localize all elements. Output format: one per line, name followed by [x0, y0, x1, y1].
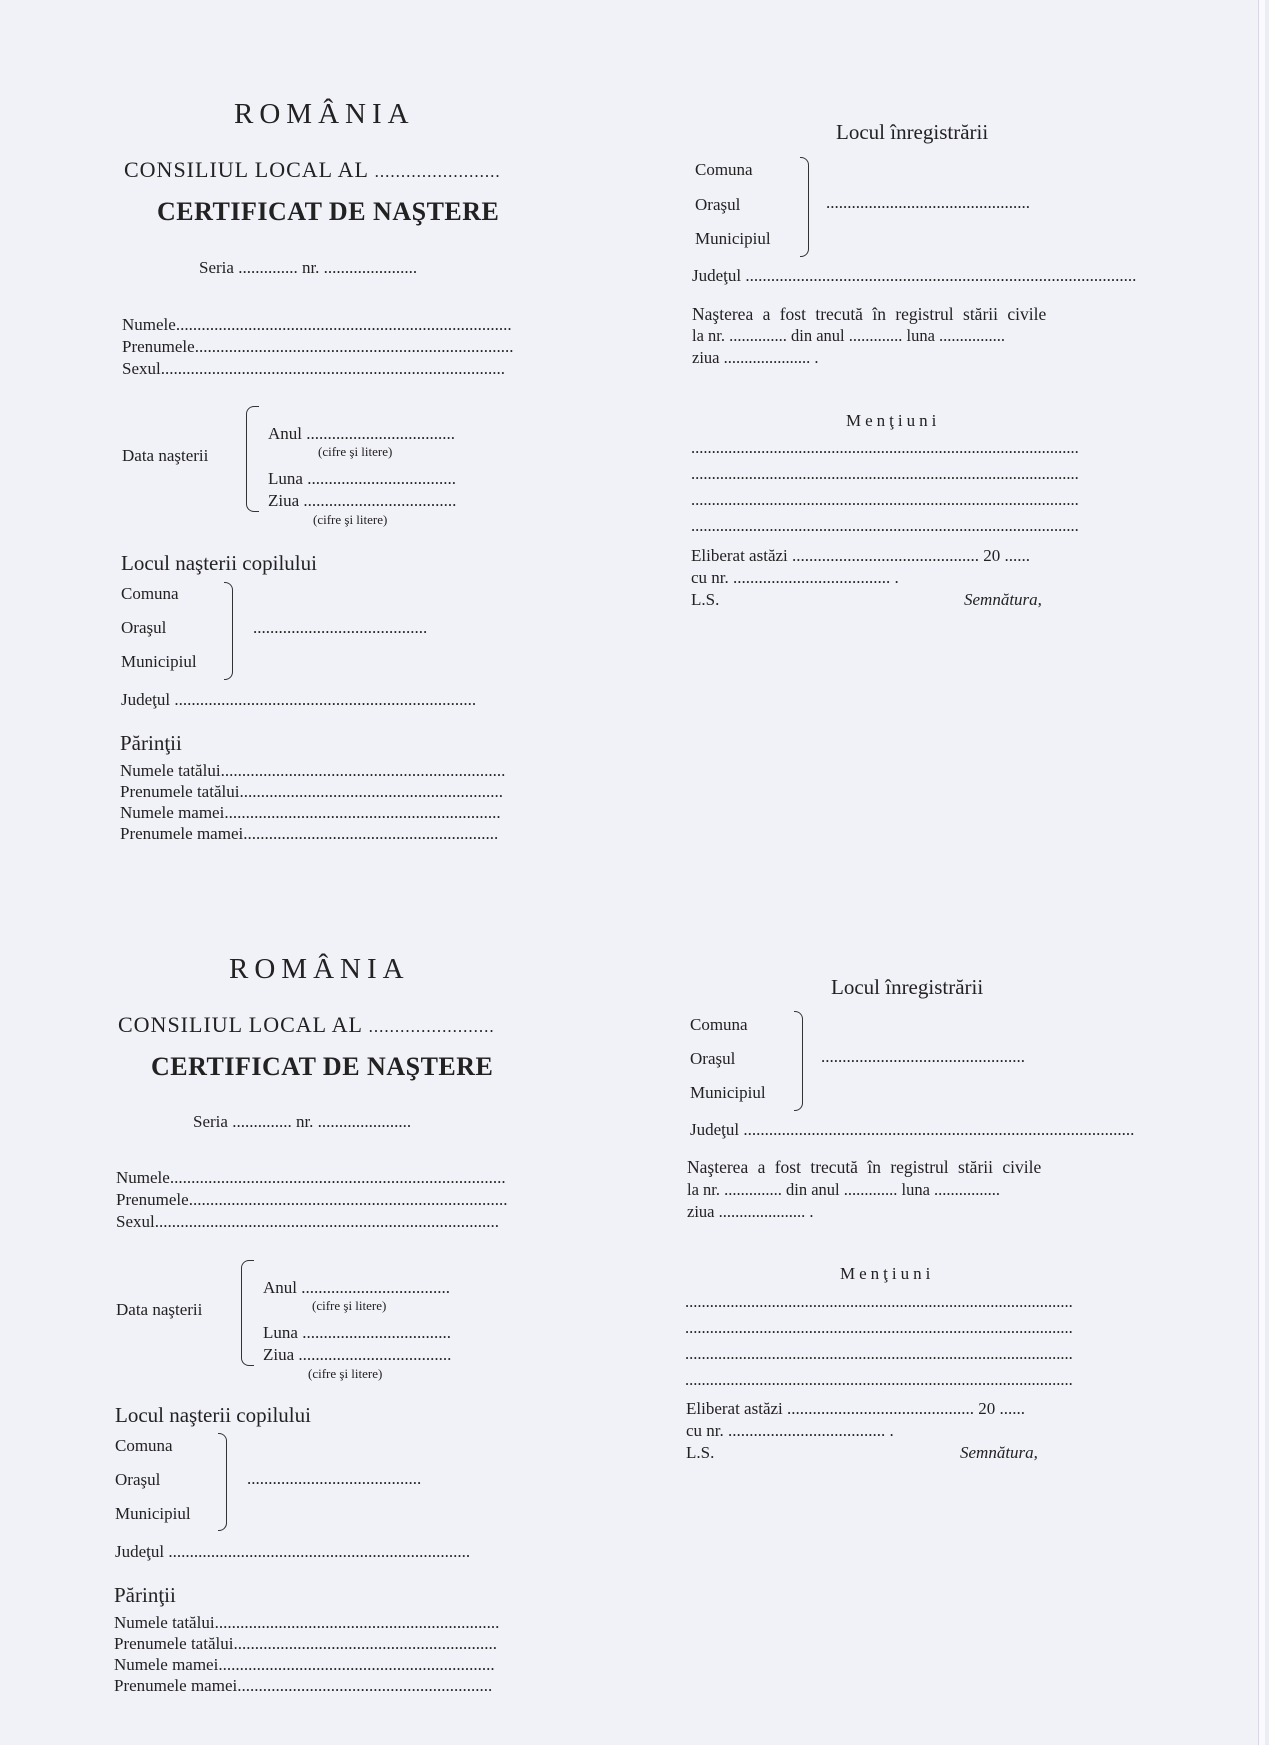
mother-firstname-field[interactable]: ............................................................ [243, 824, 499, 843]
birth-date-label: Data naşterii [122, 446, 209, 465]
numele-field[interactable]: ............................................................................... [175, 315, 512, 334]
reg-place-field[interactable]: ................................................ [826, 193, 1030, 212]
ls-label: L.S. [686, 1443, 715, 1462]
numele-line [122, 315, 512, 335]
mentions-line-4[interactable]: .............................................................................................. [691, 516, 1079, 535]
father-firstname-label: Prenumele tatălui [120, 782, 240, 801]
father-firstname-line [120, 782, 503, 802]
anul-field[interactable]: ................................... [301, 1278, 450, 1297]
reg-orasul-label: Oraşul [690, 1049, 736, 1068]
reg-judetul-line [690, 1120, 1134, 1140]
mother-firstname-line [114, 1676, 492, 1696]
birth-place-heading: Locul naşterii copilului [115, 1403, 311, 1427]
registry-line-1: Naşterea a fost trecută în registrul stării civile [692, 304, 1047, 324]
sexul-label: Sexul [122, 359, 161, 378]
mother-name-line [114, 1655, 495, 1675]
birth-place-brace [218, 1433, 227, 1531]
certificate-top [0, 0, 1258, 860]
ziua-note: (cifre şi litere) [308, 1366, 383, 1381]
mother-name-label: Numele mamei [120, 803, 225, 822]
registry-line-2[interactable]: la nr. .............. din anul ............. luna ................ [692, 326, 1006, 345]
reg-judetul-field[interactable]: ............................................................................................ [745, 266, 1137, 285]
reg-judetul-field[interactable]: ............................................................................................ [743, 1120, 1135, 1139]
ziua-line [268, 491, 456, 511]
council-field[interactable]: ........................ [368, 1017, 495, 1036]
nr-field[interactable]: ...................... [317, 1112, 412, 1131]
anul-note: (cifre şi litere) [318, 444, 393, 459]
prenumele-line [116, 1190, 507, 1210]
prenumele-field[interactable]: ........................................................................... [194, 337, 514, 356]
birth-date-brace [241, 1260, 254, 1366]
municipiul-label: Municipiul [115, 1504, 191, 1523]
issued-field[interactable]: ............................................ [787, 1399, 975, 1418]
reg-judetul-label: Judeţul [692, 266, 742, 285]
mother-firstname-line [120, 824, 498, 844]
father-name-field[interactable]: ................................................................... [220, 761, 506, 780]
country-heading: ROMÂNIA [229, 953, 410, 985]
ziua-label: Ziua [268, 491, 300, 510]
anul-label: Anul [263, 1278, 297, 1297]
mentions-line-2[interactable]: .............................................................................................. [685, 1318, 1073, 1337]
judetul-label: Judeţul [121, 690, 171, 709]
mentions-line-3[interactable]: .............................................................................................. [685, 1344, 1073, 1363]
orasul-label: Oraşul [121, 618, 167, 637]
mother-firstname-label: Prenumele mamei [114, 1676, 238, 1695]
cu-nr-line[interactable]: cu nr. ..................................... . [691, 568, 899, 587]
anul-note: (cifre şi litere) [312, 1298, 387, 1313]
father-name-field[interactable]: ................................................................... [214, 1613, 500, 1632]
birth-place-field[interactable]: ......................................... [253, 618, 428, 637]
prenumele-label: Prenumele [116, 1190, 189, 1209]
father-firstname-field[interactable]: .............................................................. [233, 1634, 497, 1653]
registry-line-3[interactable]: ziua ..................... . [692, 348, 819, 367]
father-name-label: Numele tatălui [120, 761, 221, 780]
comuna-label: Comuna [121, 584, 179, 603]
reg-comuna-label: Comuna [695, 160, 753, 179]
certificate-bottom [0, 855, 1258, 1715]
municipiul-label: Municipiul [121, 652, 197, 671]
issued-label: Eliberat astăzi [691, 546, 788, 565]
anul-label: Anul [268, 424, 302, 443]
ziua-line [263, 1345, 451, 1365]
certificate-title: CERTIFICAT DE NAŞTERE [151, 1052, 494, 1081]
mother-name-field[interactable]: ................................................................. [224, 803, 501, 822]
birth-date-label: Data naşterii [116, 1300, 203, 1319]
reg-comuna-label: Comuna [690, 1015, 748, 1034]
prenumele-label: Prenumele [122, 337, 195, 356]
mentions-line-4[interactable]: .............................................................................................. [685, 1370, 1073, 1389]
country-heading: ROMÂNIA [234, 98, 415, 130]
sexul-field[interactable]: ................................................................................. [160, 359, 505, 378]
seria-label: Seria [199, 258, 234, 277]
judetul-field[interactable]: ....................................................................... [168, 1542, 471, 1561]
luna-field[interactable]: ................................... [307, 469, 456, 488]
sexul-label: Sexul [116, 1212, 155, 1231]
prenumele-line [122, 337, 513, 357]
reg-orasul-label: Oraşul [695, 195, 741, 214]
judetul-line [115, 1542, 470, 1562]
mentions-line-3[interactable]: .............................................................................................. [691, 490, 1079, 509]
mother-name-line [120, 803, 501, 823]
reg-place-field[interactable]: ................................................ [821, 1047, 1025, 1066]
registration-brace [794, 1011, 803, 1111]
comuna-label: Comuna [115, 1436, 173, 1455]
mentions-heading: Menţiuni [846, 411, 941, 430]
father-firstname-field[interactable]: .............................................................. [239, 782, 503, 801]
registry-line-3[interactable]: ziua ..................... . [687, 1202, 814, 1221]
registry-line-1: Naşterea a fost trecută în registrul stării civile [687, 1157, 1042, 1177]
ls-label: L.S. [691, 590, 720, 609]
ziua-label: Ziua [263, 1345, 295, 1364]
judetul-line [121, 690, 476, 710]
ziua-field[interactable]: .................................... [303, 491, 457, 510]
anul-field[interactable]: ................................... [306, 424, 455, 443]
anul-line [263, 1278, 450, 1298]
signature-label: Semnătura, [960, 1443, 1038, 1462]
father-name-line [120, 761, 505, 781]
council-label: CONSILIUL LOCAL AL [124, 157, 369, 182]
reg-judetul-line [692, 266, 1136, 286]
luna-label: Luna [263, 1323, 298, 1342]
anul-line [268, 424, 455, 444]
mother-name-field[interactable]: ................................................................. [218, 1655, 495, 1674]
reg-judetul-label: Judeţul [690, 1120, 740, 1139]
certificate-title: CERTIFICAT DE NAŞTERE [157, 197, 500, 226]
numele-label: Numele [116, 1168, 170, 1187]
father-firstname-line [114, 1634, 497, 1654]
mother-name-label: Numele mamei [114, 1655, 219, 1674]
ziua-note: (cifre şi litere) [313, 512, 388, 527]
ziua-field[interactable]: .................................... [298, 1345, 452, 1364]
mentions-heading: Menţiuni [840, 1264, 935, 1283]
issued-label: Eliberat astăzi [686, 1399, 783, 1418]
issued-line [691, 546, 1030, 566]
luna-label: Luna [268, 469, 303, 488]
nr-label: nr. [301, 258, 320, 277]
birth-date-brace [246, 406, 259, 512]
judetul-label: Judeţul [115, 1542, 165, 1561]
seria-label: Seria [193, 1112, 228, 1131]
mother-firstname-field[interactable]: ............................................................ [237, 1676, 493, 1695]
birth-place-field[interactable]: ......................................... [247, 1469, 422, 1488]
council-line [118, 1012, 495, 1038]
judetul-field[interactable]: ....................................................................... [174, 690, 477, 709]
issued-year-field[interactable]: 20 ...... [983, 546, 1031, 565]
council-field[interactable]: ........................ [374, 162, 501, 181]
mentions-line-1[interactable]: .............................................................................................. [685, 1292, 1073, 1311]
signature-label: Semnătura, [964, 590, 1042, 609]
birth-place-heading: Locul naşterii copilului [121, 551, 317, 575]
nr-field[interactable]: ...................... [323, 258, 418, 277]
sexul-line [122, 359, 505, 379]
issued-year-field[interactable]: 20 ...... [978, 1399, 1026, 1418]
birth-place-brace [224, 582, 233, 680]
registration-heading: Locul înregistrării [831, 975, 984, 999]
parents-heading: Părinţii [114, 1583, 176, 1607]
seria-field[interactable]: .............. [232, 1112, 292, 1131]
sexul-line [116, 1212, 499, 1232]
registration-heading: Locul înregistrării [836, 120, 989, 144]
council-label: CONSILIUL LOCAL AL [118, 1012, 363, 1037]
reg-municipiul-label: Municipiul [695, 229, 771, 248]
nr-label: nr. [295, 1112, 314, 1131]
registry-line-2[interactable]: la nr. .............. din anul ............. luna ................ [687, 1180, 1001, 1199]
luna-line [268, 469, 456, 489]
mother-firstname-label: Prenumele mamei [120, 824, 244, 843]
numele-line [116, 1168, 506, 1188]
sexul-field[interactable]: ................................................................................. [154, 1212, 499, 1231]
seria-line [199, 258, 417, 278]
numele-field[interactable]: ............................................................................... [169, 1168, 506, 1187]
issued-line [686, 1399, 1025, 1419]
registration-brace [800, 157, 809, 257]
mentions-line-2[interactable]: .............................................................................................. [691, 464, 1079, 483]
numele-label: Numele [122, 315, 176, 334]
council-line [124, 157, 501, 183]
mentions-line-1[interactable]: .............................................................................................. [691, 438, 1079, 457]
prenumele-field[interactable]: ........................................................................... [188, 1190, 508, 1209]
father-name-line [114, 1613, 499, 1633]
father-firstname-label: Prenumele tatălui [114, 1634, 234, 1653]
luna-line [263, 1323, 451, 1343]
reg-municipiul-label: Municipiul [690, 1083, 766, 1102]
luna-field[interactable]: ................................... [302, 1323, 451, 1342]
parents-heading: Părinţii [120, 731, 182, 755]
orasul-label: Oraşul [115, 1470, 161, 1489]
issued-field[interactable]: ............................................ [792, 546, 980, 565]
cu-nr-line[interactable]: cu nr. ..................................... . [686, 1421, 894, 1440]
father-name-label: Numele tatălui [114, 1613, 215, 1632]
seria-field[interactable]: .............. [238, 258, 298, 277]
seria-line [193, 1112, 411, 1132]
